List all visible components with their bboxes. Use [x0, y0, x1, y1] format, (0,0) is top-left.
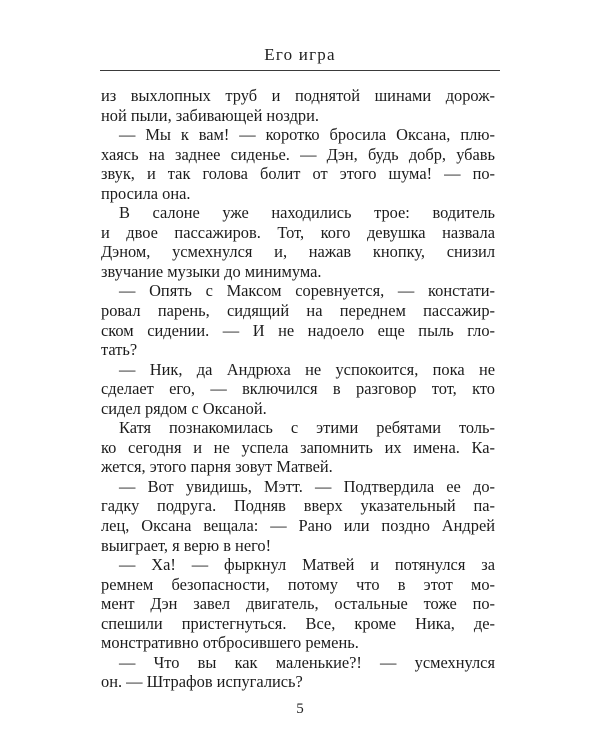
text-line: — Мы к вам! — коротко бросила Оксана, плю-	[119, 125, 495, 145]
text-line: тать?	[101, 340, 138, 360]
text-line: звук, и так голова болит от этого шума! — по-	[101, 164, 495, 184]
text-line: и двое пассажиров. Тот, кого девушка назвала	[101, 222, 495, 242]
text-line: ремнем безопасности, потому что в этот мо-	[101, 574, 495, 594]
text-line: ском сидении. — И не надоело еще пыль гло-	[101, 320, 495, 340]
paragraph	[101, 125, 495, 203]
text-line: — Опять с Максом соревнуется, — констати-	[119, 281, 495, 301]
text-line: мент Дэн завел двигатель, остальные тоже по-	[101, 594, 495, 614]
body-text	[101, 86, 495, 692]
text-line: ровал парень, сидящий на переднем пассажир-	[101, 301, 495, 321]
text-line: из выхлопных труб и поднятой шинами дорож-	[101, 86, 495, 105]
text-line: — Ха! — фыркнул Матвей и потянулся за	[119, 555, 495, 575]
text-line: Дэном, усмехнулся и, нажав кнопку, снизил	[101, 242, 495, 262]
text-line: сидел рядом с Оксаной.	[101, 398, 267, 418]
text-line: ко сегодня и не успела запомнить их имена. Ка-	[101, 437, 495, 457]
text-line: — Ник, да Андрюха не успокоится, пока не	[119, 359, 495, 379]
text-line: выиграет, я верю в него!	[101, 535, 272, 555]
text-line: — Что вы как маленькие?! — усмехнулся	[119, 652, 495, 672]
text-line: ной пыли, забивающей ноздри.	[101, 105, 319, 125]
text-line: — Вот увидишь, Мэтт. — Подтвердила ее до-	[119, 476, 495, 496]
text-line: гадку подруга. Подняв вверх указательный па-	[101, 496, 495, 516]
paragraph	[101, 477, 495, 555]
paragraph	[101, 86, 495, 125]
text-line: В салоне уже находились трое: водитель	[119, 203, 495, 223]
text-line: спешили пристегнуться. Все, кроме Ника, де-	[101, 613, 495, 633]
text-line: хаясь на заднее сиденье. — Дэн, будь добр, убавь	[101, 144, 495, 164]
running-header-title: Его игра	[264, 45, 336, 64]
text-line: просила она.	[101, 183, 191, 203]
text-line: лец, Оксана вещала: — Рано или поздно Андрей	[101, 516, 495, 536]
running-header	[100, 40, 500, 71]
text-line: звучание музыки до минимума.	[101, 261, 322, 281]
paragraph	[101, 653, 495, 692]
paragraph	[101, 281, 495, 359]
paragraph	[101, 360, 495, 419]
text-line: Катя познакомилась с этими ребятами толь-	[119, 418, 495, 438]
paragraph	[101, 418, 495, 477]
text-line: он. — Штрафов испугались?	[101, 672, 303, 692]
text-line: монстративно отбросившего ремень.	[101, 633, 359, 653]
text-line: сделает его, — включился в разговор тот, кто	[101, 379, 495, 399]
page-number: 5	[296, 701, 304, 717]
paragraph	[101, 555, 495, 653]
paragraph	[101, 203, 495, 281]
text-line: жется, этого парня зовут Матвей.	[101, 457, 333, 477]
